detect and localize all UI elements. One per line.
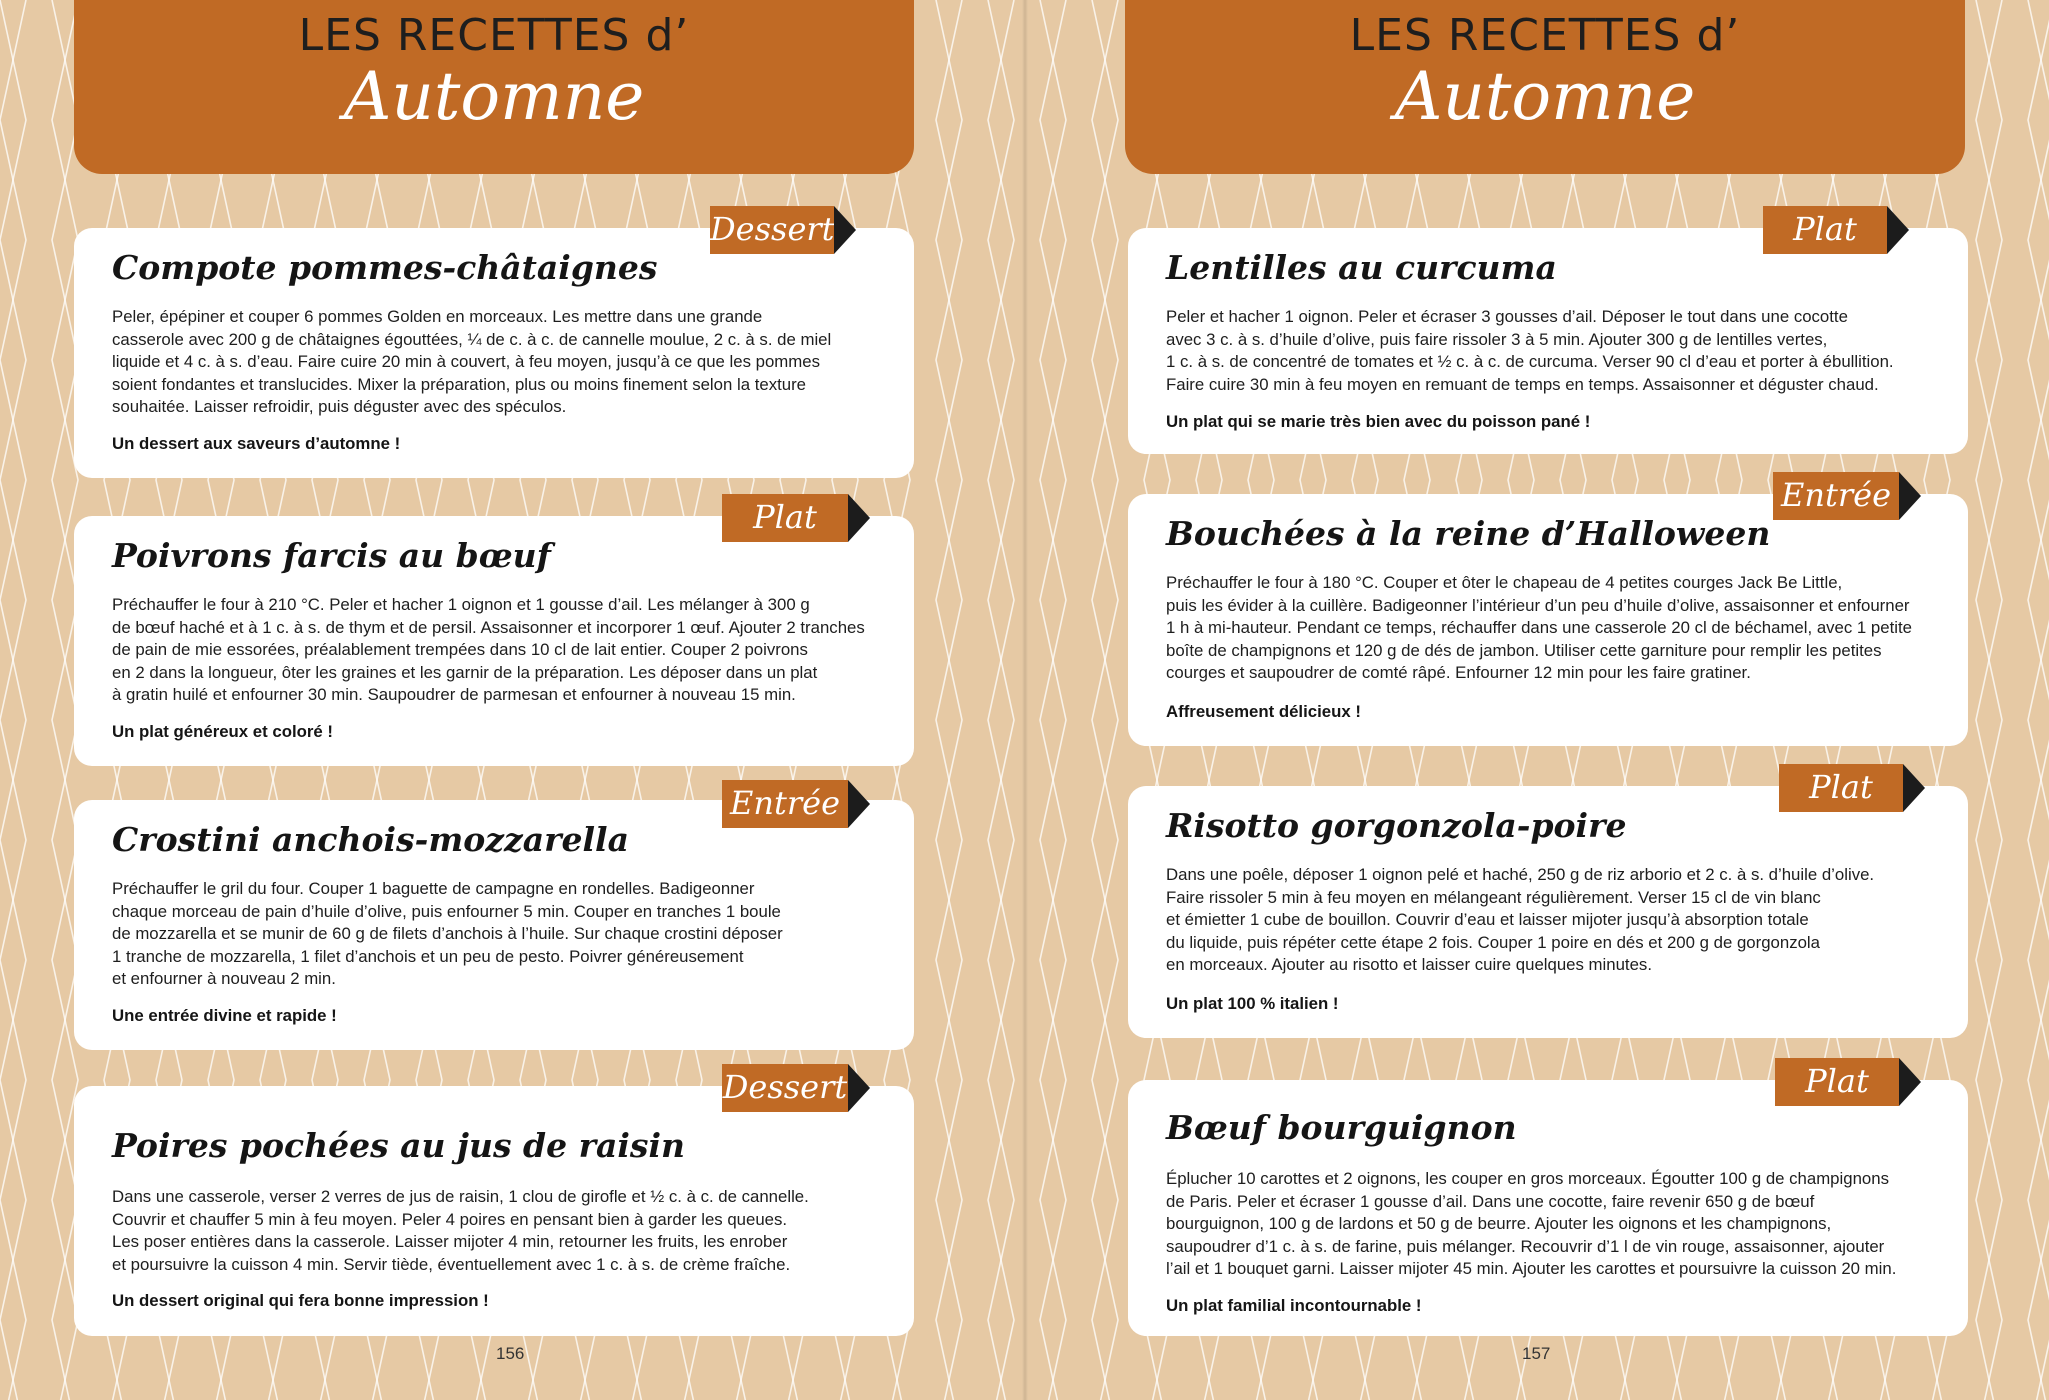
- instruction-line: de pain de mie essorées, préalablement trempées dans 10 cl de lait entier. Couper 2 poivrons: [112, 640, 808, 659]
- instruction-line: saupoudrer d’1 c. à s. de farine, puis mélanger. Recouvrir d’1 l de vin rouge, assaisonner, ajouter: [1166, 1236, 1885, 1256]
- category-label: Dessert: [722, 1064, 848, 1112]
- instruction-line: 1 tranche de mozzarella, 1 filet d’anchois et un peu de pesto. Poivrer généreusement: [112, 946, 744, 966]
- instruction-line: bourguignon, 100 g de lardons et 50 g de beurre. Ajouter les oignons et les champignons,: [1166, 1214, 1832, 1233]
- recipe-instructions: [1166, 864, 1944, 977]
- category-label: Entrée: [1773, 472, 1899, 520]
- ribbon-fold: [848, 494, 870, 542]
- instruction-line: puis les évider à la cuillère. Badigeonner l’intérieur d’un peu d’huile d’olive, assaisonner et enfourner: [1166, 595, 1910, 615]
- ribbon-fold: [1887, 206, 1909, 254]
- instruction-line: Dans une casserole, verser 2 verres de jus de raisin, 1 clou de girofle et ½ c. à c. de cannelle.: [112, 1187, 809, 1206]
- instruction-line: casserole avec 200 g de châtaignes égouttées, ¼ de c. à c. de cannelle moulue, 2 c. à s. de miel: [112, 329, 832, 349]
- ribbon-fold: [848, 1064, 870, 1112]
- instruction-line: et émietter 1 cube de bouillon. Couvrir d’eau et laisser mijoter jusqu’à absorption totale: [1166, 910, 1809, 929]
- instruction-line: Préchauffer le gril du four. Couper 1 baguette de campagne en rondelles. Badigeonner: [112, 879, 755, 898]
- recipe-instructions: [112, 878, 890, 991]
- recipe-card: [74, 800, 914, 1050]
- header-subtitle: Automne: [343, 58, 645, 135]
- recipe-card: [74, 228, 914, 478]
- recipe-title: Bouchées à la reine d’Halloween: [1166, 514, 1771, 553]
- recipe-tagline: Affreusement délicieux !: [1166, 702, 1361, 721]
- instruction-line: de bœuf haché et à 1 c. à s. de thym et de persil. Assaisonner et incorporer 1 œuf. Ajouter 2 tranches: [112, 617, 865, 637]
- category-label: Plat: [1779, 764, 1903, 812]
- recipe-card: [1128, 1080, 1968, 1336]
- recipe-title: Bœuf bourguignon: [1166, 1108, 1517, 1147]
- recipe-title: Crostini anchois-mozzarella: [112, 820, 629, 859]
- recipe-instructions: [112, 1186, 890, 1276]
- recipe-card: [74, 516, 914, 766]
- instruction-line: de Paris. Peler et écraser 1 gousse d’ail. Dans une cocotte, faire revenir 650 g de bœuf: [1166, 1191, 1815, 1211]
- instruction-line: soient fondantes et translucides. Mixer la préparation, plus ou moins finement selon la texture: [112, 374, 807, 394]
- category-label: Entrée: [722, 780, 848, 828]
- ribbon-fold: [848, 780, 870, 828]
- ribbon-fold: [1903, 764, 1925, 812]
- recipe-instructions: [112, 594, 890, 707]
- recipe-tagline: Un dessert aux saveurs d’automne !: [112, 434, 401, 453]
- instruction-line: courges et saupoudrer de comté râpé. Enfourner 12 min pour les faire gratiner.: [1166, 663, 1751, 682]
- instruction-line: Faire rissoler 5 min à feu moyen en mélangeant régulièrement. Verser 15 cl de vin blanc: [1166, 887, 1821, 907]
- recipe-tagline: Un dessert original qui fera bonne impression !: [112, 1291, 489, 1310]
- instruction-line: 1 c. à s. de concentré de tomates et ½ c. à c. de curcuma. Verser 90 cl d’eau et porter à ébullition.: [1166, 352, 1894, 371]
- instruction-line: en 2 dans la longueur, ôter les graines et les garnir de la préparation. Les déposer dans un plat: [112, 662, 818, 682]
- instruction-line: liquide et 4 c. à s. d’eau. Faire cuire 20 min à couvert, à feu moyen, jusqu’à ce que les pommes: [112, 352, 820, 371]
- recipe-instructions: [1166, 306, 1944, 396]
- left-page: [0, 0, 1024, 1400]
- recipe-instructions: [1166, 1168, 1944, 1281]
- recipe-tagline: Un plat familial incontournable !: [1166, 1296, 1422, 1315]
- page-number: 156: [496, 1344, 525, 1363]
- ribbon-fold: [834, 206, 856, 254]
- instruction-line: Peler et hacher 1 oignon. Peler et écraser 3 gousses d’ail. Déposer le tout dans une cocotte: [1166, 307, 1848, 326]
- right-page: [1025, 0, 2049, 1400]
- category-label: Plat: [1775, 1058, 1899, 1106]
- header-subtitle: Automne: [1394, 58, 1696, 135]
- recipe-tagline: Un plat 100 % italien !: [1166, 994, 1339, 1013]
- instruction-line: avec 3 c. à s. d’huile d’olive, puis faire rissoler 3 à 5 min. Ajouter 300 g de lentilles vertes,: [1166, 329, 1828, 349]
- instruction-line: de mozzarella et se munir de 60 g de filets d’anchois à l’huile. Sur chaque crostini déposer: [112, 924, 783, 943]
- instruction-line: Préchauffer le four à 180 °C. Couper et ôter le chapeau de 4 petites courges Jack Be Little,: [1166, 573, 1843, 592]
- recipe-title: Poivrons farcis au bœuf: [112, 536, 551, 575]
- recipe-tagline: Un plat généreux et coloré !: [112, 722, 333, 741]
- recipe-instructions: [112, 306, 890, 419]
- category-label: Plat: [722, 494, 848, 542]
- recipe-title: Compote pommes-châtaignes: [112, 248, 658, 287]
- instruction-line: en morceaux. Ajouter au risotto et laisser cuire quelques minutes.: [1166, 955, 1652, 974]
- instruction-line: Faire cuire 30 min à feu moyen en remuant de temps en temps. Assaisonner et déguster chaud.: [1166, 374, 1879, 394]
- recipe-instructions: [1166, 572, 1944, 685]
- ribbon-fold: [1899, 1058, 1921, 1106]
- instruction-line: chaque morceau de pain d’huile d’olive, puis enfourner 5 min. Couper en tranches 1 boule: [112, 901, 781, 921]
- instruction-line: et poursuivre la cuisson 4 min. Servir tiède, éventuellement avec 1 c. à s. de crème fraîche.: [112, 1254, 791, 1274]
- instruction-line: souhaitée. Laisser refroidir, puis déguster avec des spéculos.: [112, 397, 567, 416]
- instruction-line: Peler, épépiner et couper 6 pommes Golden en morceaux. Les mettre dans une grande: [112, 307, 763, 326]
- recipe-title: Poires pochées au jus de raisin: [112, 1126, 685, 1165]
- recipe-title: Risotto gorgonzola-poire: [1166, 806, 1627, 845]
- recipe-card: [74, 1086, 914, 1336]
- category-label: Plat: [1763, 206, 1887, 254]
- recipe-card: [1128, 494, 1968, 746]
- instruction-line: Dans une poêle, déposer 1 oignon pelé et haché, 250 g de riz arborio et 2 c. à s. d’huile d’olive.: [1166, 865, 1875, 884]
- instruction-line: Les poser entières dans la casserole. Laisser mijoter 4 min, retourner les fruits, les enrober: [112, 1232, 788, 1251]
- instruction-line: Éplucher 10 carottes et 2 oignons, les couper en gros morceaux. Égoutter 100 g de champignons: [1166, 1169, 1889, 1188]
- instruction-line: du liquide, puis répéter cette étape 2 fois. Couper 1 poire en dés et 200 g de gorgonzola: [1166, 932, 1820, 952]
- header-title: LES RECETTES d’: [298, 10, 690, 61]
- page-header: [74, 0, 914, 174]
- page-number: 157: [1522, 1344, 1551, 1363]
- recipe-tagline: Une entrée divine et rapide !: [112, 1006, 337, 1025]
- page-header: [1125, 0, 1965, 174]
- category-label: Dessert: [710, 206, 834, 254]
- recipe-card: [1128, 228, 1968, 454]
- instruction-line: à gratin huilé et enfourner 30 min. Saupoudrer de parmesan et enfourner à nouveau 15 min.: [112, 685, 796, 704]
- instruction-line: l’ail et 1 bouquet garni. Laisser mijoter 45 min. Ajouter les carottes et poursuivre la cuisson 20 min.: [1166, 1259, 1897, 1278]
- ribbon-fold: [1899, 472, 1921, 520]
- instruction-line: et enfourner à nouveau 2 min.: [112, 969, 336, 988]
- instruction-line: Couvrir et chauffer 5 min à feu moyen. Peler 4 poires en pensant bien à garder les queues.: [112, 1209, 788, 1229]
- instruction-line: 1 h à mi-hauteur. Pendant ce temps, réchauffer dans une casserole 20 cl de béchamel, avec 1 petite: [1166, 618, 1912, 637]
- instruction-line: Préchauffer le four à 210 °C. Peler et hacher 1 oignon et 1 gousse d’ail. Les mélanger à 300 g: [112, 595, 810, 614]
- recipe-title: Lentilles au curcuma: [1166, 248, 1557, 287]
- instruction-line: boîte de champignons et 120 g de dés de jambon. Utiliser cette garniture pour remplir les petites: [1166, 640, 1882, 660]
- recipe-card: [1128, 786, 1968, 1038]
- recipe-tagline: Un plat qui se marie très bien avec du poisson pané !: [1166, 412, 1591, 431]
- header-title: LES RECETTES d’: [1349, 10, 1741, 61]
